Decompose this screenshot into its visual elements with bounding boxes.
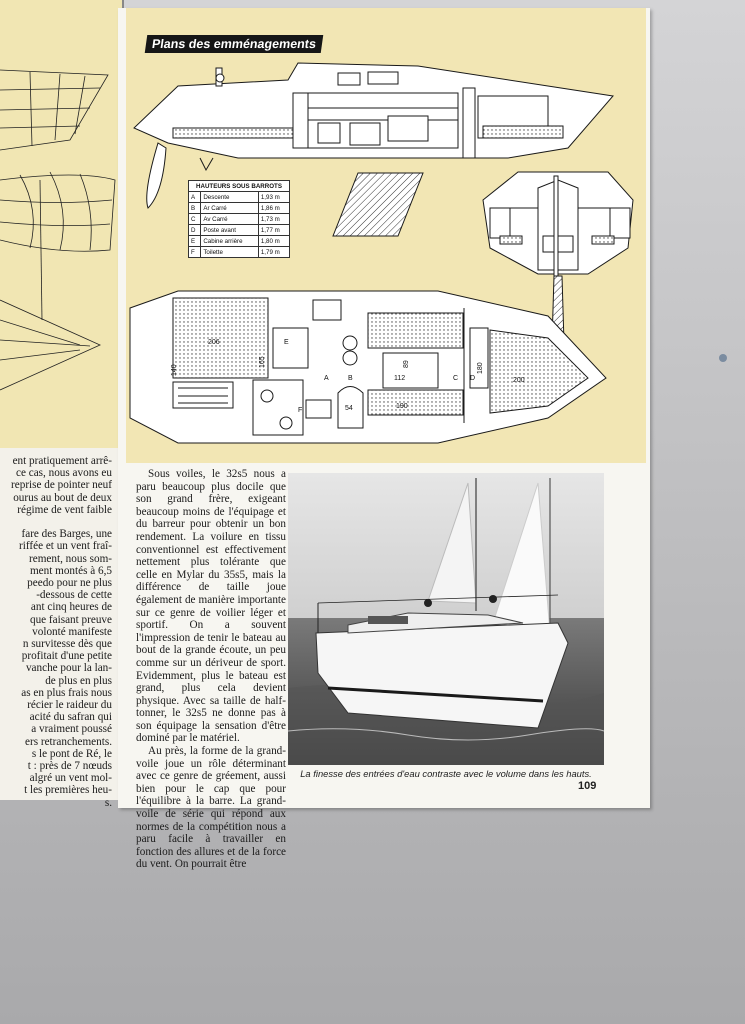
row-code: D xyxy=(189,225,201,236)
row-code: A xyxy=(189,192,201,203)
section-banner: Plans des emménagements xyxy=(145,35,323,53)
left-text-line: peedo pour ne plus xyxy=(27,577,112,590)
plan-label: 89 xyxy=(403,360,410,368)
left-text-line: ce cas, nous avons eu xyxy=(16,467,112,480)
row-value: 1,73 m xyxy=(258,214,289,225)
left-text-line: de plus en plus xyxy=(45,674,112,687)
plan-label: E xyxy=(284,339,289,346)
heights-table xyxy=(188,180,290,258)
plan-label: A xyxy=(324,375,329,382)
plan-label: 206 xyxy=(208,339,220,346)
left-text-line: reprise de pointer neuf xyxy=(11,479,112,492)
left-text-line: ant cinq heures de xyxy=(30,601,112,614)
heights-table-title: HAUTEURS SOUS BARROTS xyxy=(189,181,290,192)
table-row xyxy=(189,203,290,214)
plan-label: D xyxy=(470,375,476,382)
article-paragraph: Sous voiles, le 32s5 nous a paru beaucoup plus docile que son grand frère, exigeant beaucoup moins de l'équipage et du barreur pour obtenir un bon rendement. La voilure en tissu conventionnel est effectivement nettement plus tolérante que celle en Mylar du 35s5, mais la différence de taille joue également de manière importante sur ce genre de voilier léger et sportif. On a souvent l'impression de tenir le bateau au bout de la grande écoute, un peu comme sur un dériveur de sport. Evidemment, plus le bateau est grand, plus cela devient physique. Avec sa taille de half-tonner, le 32s5 ne donne pas à son équipage la sensation d'être dominé par le matériel. xyxy=(136,468,286,745)
left-text-line: t les premières heu- xyxy=(24,784,112,797)
row-label: Ar Carré xyxy=(201,203,259,214)
photo-caption: La finesse des entrées d'eau contraste avec le volume dans les hauts. xyxy=(300,768,592,779)
table-row xyxy=(189,214,290,225)
row-label: Descente xyxy=(201,192,259,203)
plan-label: 165 xyxy=(259,356,266,368)
table-row xyxy=(189,192,290,203)
left-text-line: profitait d'une petite xyxy=(21,650,112,663)
plan-label: 54 xyxy=(345,405,353,412)
row-value: 1,79 m xyxy=(258,247,289,258)
left-text-line: as en plus frais nous xyxy=(21,686,112,699)
row-label: Av Carré xyxy=(201,214,259,225)
left-column-text xyxy=(0,455,118,809)
table-row xyxy=(189,236,290,247)
row-value: 1,80 m xyxy=(258,236,289,247)
row-code: F xyxy=(189,247,201,258)
left-text-line: fare des Barges, une xyxy=(21,528,112,541)
row-value: 1,86 m xyxy=(258,203,289,214)
page-number: 109 xyxy=(578,780,597,792)
article-text xyxy=(136,468,286,871)
left-text-line: vanche pour la lan- xyxy=(25,662,112,675)
sailboat-photo-illustration xyxy=(288,473,604,765)
left-page xyxy=(0,0,124,809)
sailboat-photo xyxy=(288,473,604,765)
left-text-line: t : près de 7 nœuds xyxy=(27,760,112,773)
left-text-line: ment montés à 6,5 xyxy=(29,564,112,577)
left-text-line: récier le raideur du xyxy=(27,699,112,712)
table-row xyxy=(189,247,290,258)
plan-label: 200 xyxy=(513,377,525,384)
left-text-line: n survitesse dès que xyxy=(22,638,112,651)
article-paragraph: Au près, la forme de la grand-voile joue un rôle déterminant avec ce genre de gréement, aussi bien pour le cap que pour l'équilibre à la barre. La grand-voile de série qui répond aux normes de la compétition nous a paru facile à travailler en fonction des allures et de la force du vent. On pourrait être xyxy=(136,745,286,871)
row-code: C xyxy=(189,214,201,225)
plan-label: 180 xyxy=(477,362,484,374)
plan-label: 112 xyxy=(394,375,406,382)
row-label: Cabine arrière xyxy=(201,236,259,247)
left-text-line: s le pont de Ré, le xyxy=(31,747,112,760)
right-page xyxy=(118,8,650,871)
row-value: 1,93 m xyxy=(258,192,289,203)
plan-label: 190 xyxy=(396,403,408,410)
left-text-line: régime de vent faible xyxy=(17,503,112,516)
row-code: E xyxy=(189,236,201,247)
left-text-line: ers retranchements. xyxy=(25,735,112,748)
left-text-line: volonté manifeste xyxy=(32,625,112,638)
row-label: Toilette xyxy=(201,247,259,258)
left-text-line: que faisant preuve xyxy=(29,613,112,626)
left-text-line: algré un vent mol- xyxy=(29,772,112,785)
plan-label: F xyxy=(298,407,303,414)
scan-speck xyxy=(719,354,727,362)
plan-label: 140 xyxy=(171,364,178,376)
left-text-line: riffée et un vent fraî- xyxy=(19,540,112,553)
left-text-line: ent pratiquement arrê- xyxy=(12,455,112,467)
row-code: B xyxy=(189,203,201,214)
left-text-line: ourus au bout de deux xyxy=(13,491,112,504)
plan-label: C xyxy=(453,375,459,382)
left-text-line: s. xyxy=(104,796,112,809)
plan-label: B xyxy=(348,375,353,382)
left-text-line: acité du safran qui xyxy=(29,711,112,724)
row-label: Poste avant xyxy=(201,225,259,236)
left-hull-lines-drawing xyxy=(0,0,122,448)
left-text-line xyxy=(0,516,118,528)
left-text-line: a vraiment poussé xyxy=(31,723,112,736)
left-text-line: -dessous de cette xyxy=(36,589,112,602)
table-row xyxy=(189,225,290,236)
left-text-line: rement, nous som- xyxy=(29,552,112,565)
row-value: 1,77 m xyxy=(258,225,289,236)
deck-plan xyxy=(130,291,606,443)
